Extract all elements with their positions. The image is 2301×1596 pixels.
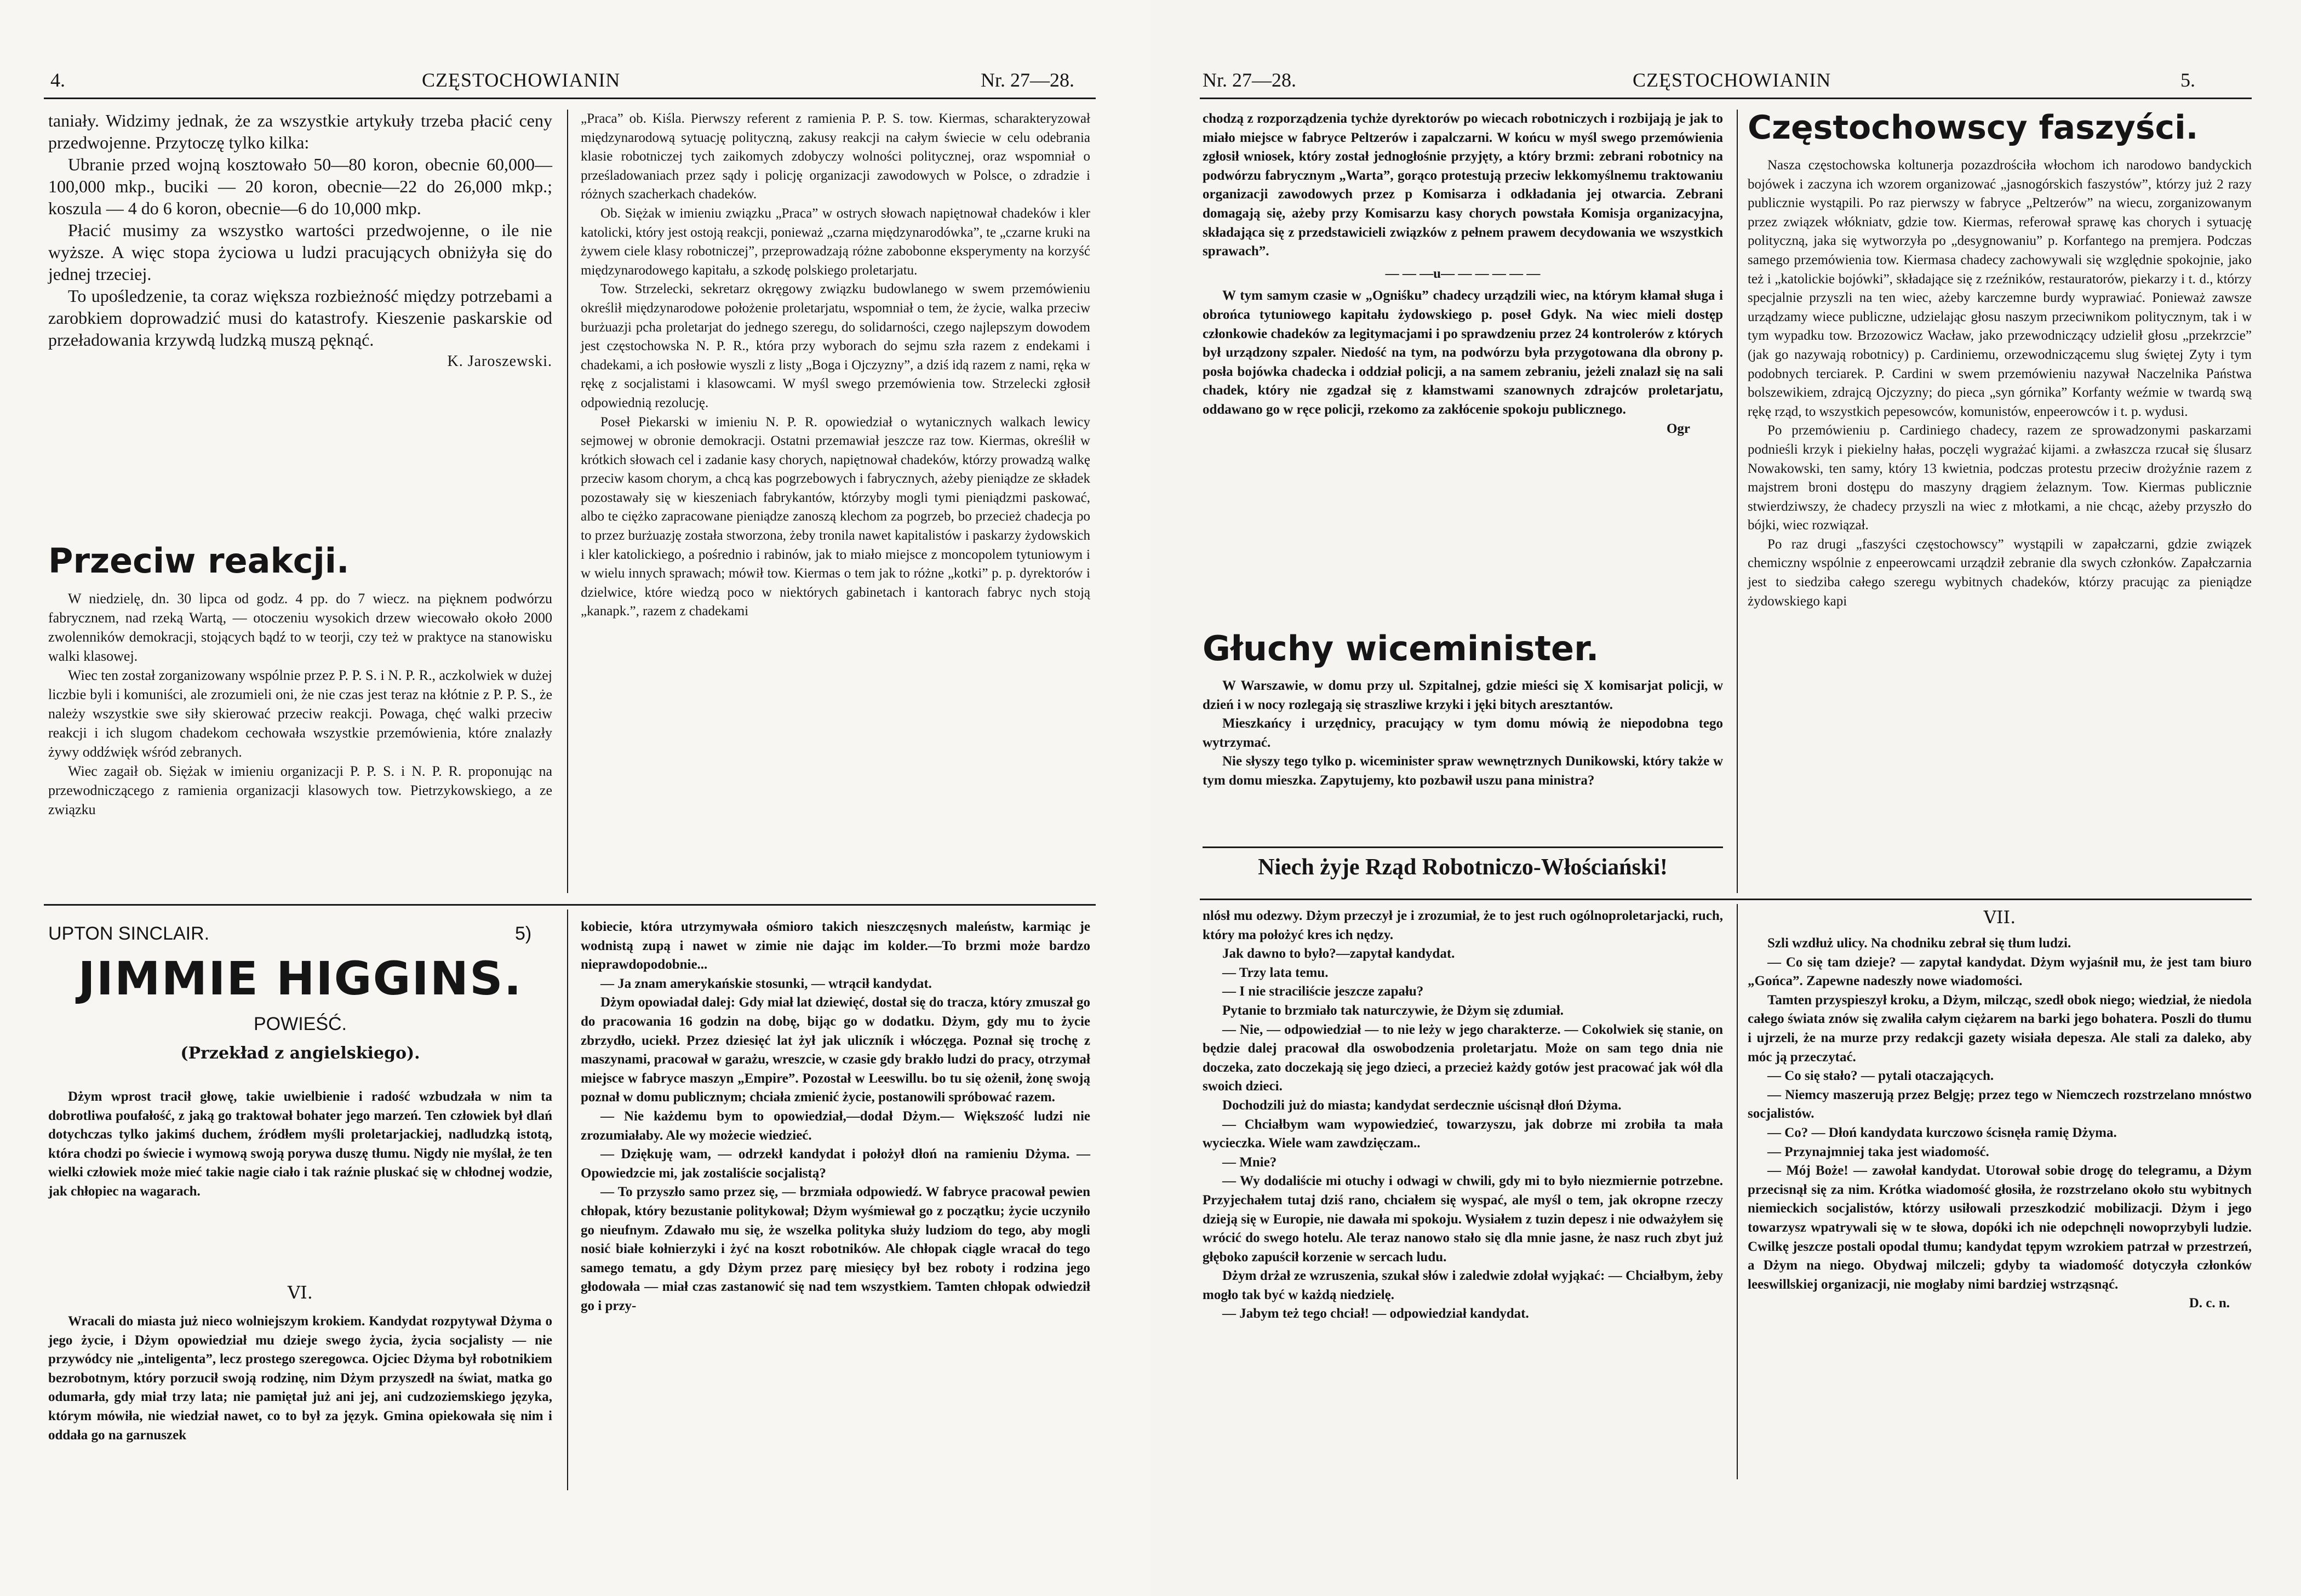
paragraph: „Praca” ob. Kiśla. Pierwszy referent z ramienia P. P. S. tow. Kiermas, scharakteryzował międzynarodową sytuację polityczną, zakusy reakcji na całym świecie w celu odebrania klasie robotniczej tych zaikomych zdobyczy wolności politycznej, oraz wspomniał o prześladowaniach przez sądy i policję organizacji zawodowych w Polsce, o zdradzie i różnych szacherkach chadeków.	[581, 111, 1090, 202]
paragraph: Płacić musimy za wszystko wartości przedwojenne, o ile nie wyższe. A więc stopa życiowa u ludzi pracujących obniżyła się do jednej trzeciej.	[48, 220, 552, 284]
paragraph: Nie słyszy tego tylko p. wiceminister spraw wewnętrznych Dunikowski, który także w tym domu mieszka. Zapytujemy, kto pozbawił uszu pana ministra?	[1203, 754, 1723, 788]
paragraph: — Jabym też tego chciał! — odpowiedział kandydat.	[1222, 1306, 1529, 1322]
story-author: UPTON SINCLAIR.	[48, 923, 210, 944]
paragraph: Ubranie przed wojną kosztowało 50—80 koron, obecnie 60,000—100,000 mkp., buciki — 20 koron, obecnie—22 do 26,000 mkp.; koszula — 4 do 6 koron, obecnie—6 do 10,000 mkp.	[48, 155, 552, 218]
paragraph: — Wy dodaliście mi otuchy i odwagi w chwili, gdy mi to było niezmiernie potrzebne. Przyjechałem tutaj dziś rano, chciałem się wyspać, ale myśl o tem, jak okropne rzeczy dzieją się w Europie, nie dawała mi spokoju. Wysiałem z tuzin depesz i nie odważyłem się wrócić do swego hotelu. Ale teraz nanowo stało się dla mnie jasne, że nasz ruch zbyt już głęboko zapuścił korzenie w sercach ludu.	[1203, 1174, 1723, 1265]
paragraph: Dżym wprost tracił głowę, takie uwielbienie i radość wzbudzała w nim ta dobrotliwa poufałość, z jaką go traktował bohater jego marzeń. Ten człowiek był dlań dotychczas tylko jakimś duchem, źródłem myśli proletarjackiej, nadludzką istotą, która chodzi po świecie i wymową swoją porywa duszę tłumu. Nigdy nie myślał, że ten wielki człowiek może mieć takie nagie ciało i tak raźnie pluskać się w chłodnej wodzie, jak chłopiec na wagarach.	[48, 1089, 552, 1199]
signature: K. Jaroszewski.	[447, 353, 552, 370]
right-col1-top	[1203, 110, 1723, 438]
signature: Ogr	[1666, 421, 1690, 436]
paragraph: — Ja znam amerykańskie stosunki, — wtrącił kandydat.	[600, 976, 932, 991]
right-column-divider-top	[1737, 110, 1738, 893]
paragraph: Po przemówieniu p. Cardiniego chadecy, razem ze sprowadzonymi paskarzami podnieśli krzyk i piekielny hałas, poczęli wygrażać kijami. a zwłaszcza rzucał się ślusarz Nowakowski, ten samy, który 13 kwietnia, podczas protestu przeciw drożyźnie razem z majstrem broni dostępu do maszyny drągiem żelaznym. Tow. Kiermas publicznie stwierdziwszy, że chadecy przyszli na wiec z młotkami, a nie chcąc, ażeby przyszło do bójki, wiec rozwiązał.	[1748, 423, 2252, 533]
story-title: JIMMIE HIGGINS.	[78, 952, 523, 1005]
paragraph: — Niemcy maszerują przez Belgję; przez tego w Niemczech rozstrzelano mnóstwo socjalistów.	[1748, 1087, 2252, 1122]
left-column-divider-top	[567, 110, 568, 893]
slogan-rule-top	[1203, 846, 1723, 848]
paragraph: — Co się stało? — pytali otaczających.	[1767, 1068, 1994, 1084]
paragraph: — I nie straciliście jeszcze zapału?	[1222, 984, 1424, 999]
story-left-col2	[581, 918, 1090, 1315]
paragraph: kobiecie, która utrzymywała ośmioro takich nieszczęsnych maleństw, karmiąc je wodnistą zupą i nawet w zimie nie dając im kolder.—To brzmi może bardzo nieprawdopodobnie...	[581, 919, 1090, 973]
right-header-rule	[1200, 98, 2252, 99]
paragraph: Mieszkańcy i urzędnicy, pracujący w tym domu mówią że niepodobna tego wytrzymać.	[1203, 716, 1723, 750]
reakcja-col2	[581, 110, 1090, 621]
paragraph: Wiec ten został zorganizowany wspólnie przez P. P. S. i N. P. R., aczkolwiek w dużej liczbie byli i komuniści, ale zrozumieli oni, że nie czas jest teraz na kłótnie z P. P. S., że należy wszystkie swe siły skierować przeciw reakcji. Powaga, chęć walki przeciw reakcji i ich slugom chadekom cechowała wszystkie przemówienia, które znalazły żywy oddźwięk wśród zebranych.	[48, 667, 552, 760]
story-genre: POWIEŚĆ.	[253, 1014, 347, 1034]
right-running-head	[1150, 68, 2301, 101]
paragraph: — Mnie?	[1222, 1154, 1277, 1170]
story-left-col1-b	[48, 1312, 552, 1445]
paragraph: To upośledzenie, ta coraz większa rozbieżność między potrzebami a zarobkiem doprowadzić musi do katastrofy. Kieszenie paskarskie od przeładowania krzywdą ludzką muszą pęknąć.	[48, 286, 552, 350]
left-column-divider-bottom	[567, 909, 568, 1490]
left-paper-title: CZĘSTOCHOWIANIN	[422, 69, 621, 91]
left-page-number: 4.	[50, 69, 65, 91]
left-issue-number: Nr. 27—28.	[981, 69, 1074, 91]
paragraph: Wiec zagaił ob. Siężak w imieniu organizacji P. P. S. i N. P. R. proponując na przewodniczącego z ramienia organizacji klasowych tow. Pietrzykowskiego, a ze związku	[48, 763, 552, 817]
left-col1-article	[48, 110, 552, 373]
story-translation-note: (Przekład z angielskiego).	[180, 1044, 420, 1063]
chapter-vii: VII.	[1983, 907, 2016, 928]
story-left-col1-a	[48, 1088, 552, 1202]
story-installment: 5)	[515, 923, 532, 944]
paragraph: W tym samym czasie w „Ogniśku” chadecy urządzili wiec, na którym kłamał sługa i obrońca tytuniowego kapitału żydowskiego p. poseł Gdyk. Na wiec mieli dostęp członkowie chadeków za legitymacjami i po sprawdzeniu przez 24 kontrolerów z których był urządzony szpaler. Niedość na tym, na podwórzu była przygotowana dla obrony p. posła bojówka chadecka i oddział policji, a na samem zebraniu, jeżeli znalazł się na sali chadek, który nie zgadzał się z kłamstwami szanownych zdrajców proletarjatu, oddawano go w ręce policji, rzekomo za zakłócenie spokoju publicznego.	[1203, 288, 1723, 417]
right-page-number: 5.	[2180, 69, 2195, 91]
paragraph: chodzą z rozporządzenia tychże dyrektorów po wiecach robotniczych i rozbijają je jak to miało miejsce w fabryce Peltzerów i zapalczarni. W końcu w myśl swego przemówienia zgłosił wniosek, który został jednogłośnie przyjęty, a który brzmi: zebrani robotnicy na podwórzu fabrycznym „Warta”, gorąco protestują przeciw lekkomyślnemu traktowaniu organizacji zawodowych przez p Komisarza i odkładania jej otwarcia. Zebrani domagają się, ażeby przy Komisarzu kasy chorych powstała Komisja organizacyjna, składająca się z przedstawicieli związków z pełnem prawem decydowania we wszystkich sprawach”.	[1203, 111, 1723, 259]
paragraph: — Nie, — odpowiedział — to nie leży w jego charakterze. — Cokolwiek się stanie, on będzie dalej pracował dla oswobodzenia proletarjatu. Może on sam tego dnia nie doczeka, zato doczekają się jego dzieci, a przecież każdy gotów jest pracować jak wół dla swoich dzieci.	[1203, 1022, 1723, 1094]
paragraph: — Nie każdemu bym to opowiedział,—dodał Dżym.— Większość ludzi nie zrozumiałaby. Ale wy możecie wiedzieć.	[581, 1108, 1090, 1143]
paragraph: nlósł mu odezwy. Dżym przeczył je i zrozumiał, że to jest ruch ogólnoproletarjacki, ruch, który ma położyć kres ich nędzy.	[1203, 908, 1723, 942]
paragraph: Dżym drżał ze wzruszenia, szukał słów i zaledwie zdołał wyjąkać: — Chciałbym, żeby mogło tak być w każdą niedzielę.	[1203, 1268, 1723, 1302]
right-paper-title: CZĘSTOCHOWIANIN	[1633, 69, 1831, 91]
reakcja-headline: Przeciw reakcji.	[48, 541, 350, 581]
story-signature: D. c. n.	[2189, 1296, 2230, 1311]
paragraph: Wracali do miasta już nieco wolniejszym krokiem. Kandydat rozpytywał Dżyma o jego życie, i Dżym opowiedział mu dzieje swego życia, życia socjalisty — nie przywódcy nie „inteligenta”, lecz prostego szeregowca. Ojciec Dżyma był robotnikiem bezrobotnym, który porzucił swoją rodzinę, nim Dżym przyszedł na świat, matka go odumarła, gdy miał trzy lata; nie pamiętał już ani jej, ani cudzoziemskiego języka, którym mówiła, nie wiedział nawet, co to był za język. Gmina opiekowała się nim i oddała go na garnuszek	[48, 1314, 552, 1443]
paragraph: Dochodzili już do miasta; kandydat serdecznie uścisnął dłoń Dżyma.	[1222, 1097, 1622, 1113]
paragraph: Poseł Piekarski w imieniu N. P. R. opowiedział o wytanicznych walkach lewicy sejmowej w obronie demokracji. Ostatni przemawiał jeszcze raz tow. Kiermas, określił w krótkich słowach cel i zadanie kasy chorych, napiętnował chadeków, którzy prowadzą walkę przeciw kasom chorym, a chcą kas pogrzebowych i fabrycznych, ażeby pieniądze ze składek pozostawały się w kieszeniach fabrykantów, którzyby mogli tymi pieniądzmi paskować, albo te ciężko zapracowane pieniądze zanoszą klechom za pogrzeb, bo przecież chadecja po to przez burżuazję została stworzona, żeby tronila nawet kapitalistów i paskarzy żydowskich i kler katolickiego, a pośrednio i rabinów, jak to miało miejsce z moncopolem tytuniowym i w wielu innych sprawach; mówił tow. Kiermas o tem jak to różne „kotki” p. p. dyrektorów i dzielwice, które wiedzą poco w niektórych gabinetach i kantorach fabryc nych stoją „kanapk.”, razem z chadekami	[581, 414, 1090, 619]
paragraph: Ob. Siężak w imieniu związku „Praca” w ostrych słowach napiętnował chadeków i kler katolicki, który jest ostoją reakcji, ponieważ „czarna międzynarodówka”, te „czarne kruki na żywem ciele klasy robotniczej”, przeprowadzają różne zabobonne eksperymenty na korzyść międzynarodowego kapitału, a szkodę polskiego proletarjatu.	[581, 205, 1090, 278]
paragraph: Tow. Strzelecki, sekretarz okręgowy związku budowlanego w swem przemówieniu określił międzynarodowe położenie proletarjatu, wspomniał o tem, że życie, walka przeciw burżuazji pcha proletarjat do jednego szeregu, do solidarności, czego najlepszym dowodem jest częstochowska N. P. R., która przy wyborach do sejmu szła razem z endekami i chadekami, a ich posłowie wyszli z listy „Boga i Ojczyzny”, a dziś idą razem z nami, ręka w rękę z socjalistami i klasowcami. W myśl swego przemówienia tow. Strzelecki zgłosił odpowiednią rezolucję.	[581, 282, 1090, 410]
paragraph: Jak dawno to było?—zapytał kandydat.	[1222, 946, 1455, 962]
right-page	[1150, 0, 2301, 1596]
paragraph: — Co się tam dzieje? — zapytał kandydat. Dżym wyjaśnił mu, że jest tam biuro „Gońca”. Zapewne nadeszły nowe wiadomości.	[1748, 954, 2252, 989]
separator: — — —u— — — — — —	[1385, 266, 1541, 281]
paragraph: Szli wzdłuż ulicy. Na chodniku zebrał się tłum ludzi.	[1767, 936, 2071, 951]
story-right-col1	[1203, 907, 1723, 1324]
slogan-banner: Niech żyje Rząd Robotniczo-Włościański!	[1258, 855, 1668, 880]
story-right-col2	[1748, 934, 2252, 1313]
left-page	[0, 0, 1150, 1596]
paragraph: Nasza częstochowska koltunerja pozazdrościła włochom ich narodowo bandyckich bojówek i zaczyna ich wzorem organizować „jasnogórskich faszystów”, którzy już 2 razy publicznie wystąpili. Po raz pierwszy w fabryce „Peltzerów” na wiecu, zorganizowanym przez związek włókniatv, gdzie tow. Kiermas, referował sprawę kas chorych i sytuację polityczną, jaka się wytworzyła po „desygnowaniu” p. Korfantego na premjera. Podczas samego przemówienia tow. Kiermasa chadecy zachowywali się względnie spokojnie, jako też i „katolickie bojówki”, składające się z rzeźników, restauratorów, piekarzy i t. d., którzy specjalnie przyszli na ten wiec, ażeby karczemne burdy wyprawiać. Ponieważ zawsze urządzamy wiece publiczne, udzielając głosu naszym przeciwnikom politycznym, tak i w tym wypadku tow. Brzozowicz Wacław, jako przewodniczący udzielił głosu „przekrzcie” (jak go nazywają robotnicy) p. Cardiniemu, orzewodniczącemu slug świętej Zyty i tym podobnych terciarek. P. Cardini w swem przemówieniu nazywał Naczelnika Państwa bolszewikiem, zdrajcą Ojczyzny; do pieca „syn górnika” Korfanty weźmie w twardą swą rękę rząd, to wszystkich pepesowców, komunistów, enpeerowców i t. p. wydusi.	[1748, 158, 2252, 419]
paragraph: Po raz drugi „faszyści częstochowscy” wystąpili w zapałczarni, gdzie związek chemiczny wspólnie z enpeerowcami urządził zebranie dla swych członków. Zapałczarnia jest to siedziba całego szeregu wybitnych chadeków, którzy pracując za pieniądze żydowskiego kapi	[1748, 536, 2252, 609]
right-section-rule	[1200, 899, 2252, 900]
left-header-rule	[44, 98, 1096, 99]
paragraph: W Warszawie, w domu przy ul. Szpitalnej, gdzie mieści się X komisarjat policji, w dzień i w nocy rozlegają się straszliwe krzyki i jęki bitych aresztantów.	[1203, 678, 1723, 712]
left-running-head	[0, 68, 1150, 101]
paragraph: W niedzielę, dn. 30 lipca od godz. 4 pp. do 7 wiecz. na pięknem podwórzu fabrycznem, nad rzeką Wartą, — otoczeniu wysokich drzew wiecowało około 2000 zwolenników demokracji, stojących bądź to w teorji, czy też w praktyce na stanowisku walki klasowej.	[48, 591, 552, 664]
paragraph: — Mój Boże! — zawołał kandydat. Utorował sobie drogę do telegramu, a Dżym przecisnął się za nim. Krótka wiadomość głosiła, że rozstrzelano około stu wybitnych niemieckich socjalistów, którzy usiłowali przeszkodzić mobilizacji. Dżym i jego towarzysz wpatrywali się w te słowa, dopóki ich nie odepchnęli nowoprzybyli ludzie. Cwilkę jeszcze postali opodal tłumu; kandydat tępym wzrokiem patrzał w przestrzeń, a Dżym na niego. Obydwaj milczeli; gdyby ta wiadomość dotyczyła członków leeswillskiej organizacji, nie mogłaby nimi bardziej wstrząsnąć.	[1748, 1163, 2252, 1292]
paragraph: — Co? — Dłoń kandydata kurczowo ścisnęła ramię Dżyma.	[1767, 1125, 2117, 1140]
paragraph: Tamten przyspieszył kroku, a Dżym, milcząc, szedł obok niego; wiedział, że niedola całego świata znów się zwaliła całym ciężarem na barki jego bohatera. Poszli do tłumu i ujrzeli, że na murze przy redakcji gazety wisiała depesza. Ale stali za daleko, aby móc ją przeczytać.	[1748, 992, 2252, 1065]
paragraph: — Przynajmniej taka jest wiadomość.	[1767, 1144, 1989, 1159]
chapter-vi: VI.	[288, 1282, 313, 1303]
paragraph: taniały. Widzimy jednak, że za wszystkie artykuły trzeba płacić ceny przedwojenne. Przytoczę tylko kilka:	[48, 111, 552, 152]
paragraph: Pytanie to brzmiało tak naturczywie, że Dżym się zdumiał.	[1222, 1003, 1564, 1018]
wiceminister-headline: Głuchy wiceminister.	[1203, 628, 1599, 668]
reakcja-col1	[48, 589, 552, 819]
right-column-divider-bottom	[1737, 904, 1738, 1479]
paragraph: — Dziękuję wam, — odrzekł kandydat i położył dłoń na ramieniu Dżyma. — Opowiedzcie mi, jak zostaliście socjalistą?	[581, 1147, 1090, 1181]
wiceminister-article	[1203, 677, 1723, 791]
paragraph: — Trzy lata temu.	[1222, 965, 1329, 980]
left-section-rule	[44, 904, 1096, 906]
paragraph: — To przyszło samo przez się, — brzmiała odpowiedź. W fabryce pracował pewien chłopak, który bezustanie politykował; Dżym wyśmiewał go z początku; życie uczyniło go nieufnym. Zdawało mu się, że wszelka polityka służy ludziom do tego, aby mogli nosić białe kołnierzyki i żyć na koszt robotników. Ale chłopak ciągle wracał do tego samego tematu, a gdy Dżym przez parę miesięcy był bez roboty i rodzina jego głodowała — miał czas zastanowić się nad tem wszystkiem. Tamten chłopak odwiedził go i przy-	[581, 1185, 1090, 1313]
right-issue-number: Nr. 27—28.	[1203, 69, 1296, 91]
paragraph: Dżym opowiadał dalej: Gdy miał lat dziewięć, dostał się do tracza, który zmuszał go do pracowania 16 godzin na dobę, bijąc go w dodatku. Dżym, gdy mu to życie zbrzydło, uciekł. Przez dziesięć lat żył jak uliczník i włóczęga. Poznał się trochę z maszynami, pracował w garażu, wreszcie, w czasie gdy brakło ludzi do pracy, otrzymał miejsce w fabryce maszyn „Empire”. Pozostał w Leeswillu. bo tu się ożenił, żonę swoją poznał w domu publicznym; chciała zmienić życie, postanowili spróbować razem.	[581, 995, 1090, 1105]
paragraph: — Chciałbym wam wypowiedzieć, towarzyszu, jak dobrze mi zrobiła ta mała wycieczka. Wiele wam zawdzięczam..	[1203, 1117, 1723, 1151]
faszysci-headline: Częstochowscy faszyści.	[1748, 108, 2199, 147]
faszysci-article	[1748, 156, 2252, 611]
